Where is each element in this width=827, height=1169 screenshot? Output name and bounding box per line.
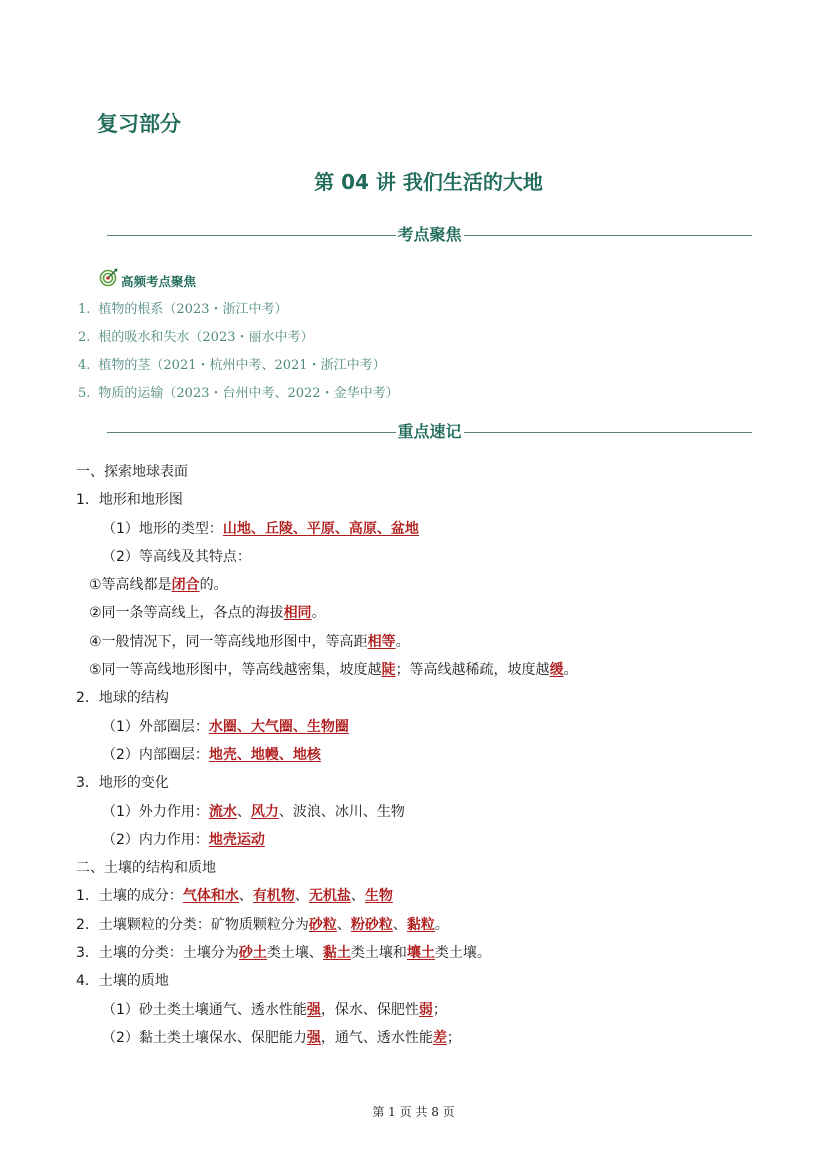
part-title: 二、土壤的结构和质地: [76, 860, 216, 877]
note-line: （1）外部圈层：水圈、大气圈、生物圈: [102, 718, 349, 735]
part-title: 一、探索地球表面: [76, 464, 188, 480]
note-line: （2）内部圈层：地壳、地幔、地核: [102, 746, 321, 763]
page-footer: 第 1 页 共 8 页: [372, 1105, 455, 1119]
note-line: 2．土壤颗粒的分类：矿物质颗粒分为砂粒、粉砂粒、黏粒。: [76, 916, 449, 933]
note-line: 3．土壤的分类：土壤分为砂土类土壤、黏土类土壤和壤土类土壤。: [76, 945, 491, 962]
focus-topic-list: [78, 300, 399, 412]
sub-title: 4．土壤的质地: [76, 973, 169, 990]
lecture-title: 第 04 讲 我们生活的大地: [314, 170, 543, 194]
list-item: 5. 物质的运输（2023・台州中考、2022・金华中考）: [78, 386, 399, 401]
focus-heading-text: 高频考点聚焦: [121, 274, 197, 289]
divider-label: 重点速记: [397, 422, 462, 441]
divider-label: 考点聚焦: [397, 225, 462, 244]
note-line: ④一般情况下，同一等高线地形图中，等高距相等。: [89, 633, 410, 650]
list-item: 1. 植物的根系（2023・浙江中考）: [78, 302, 288, 317]
list-item: 4. 植物的茎（2021・杭州中考、2021・浙江中考）: [78, 358, 386, 373]
sub-title: 1．地形和地形图: [76, 492, 183, 509]
sub-title: 2．地球的结构: [76, 690, 169, 707]
note-line: （2）等高线及其特点：: [102, 548, 251, 565]
note-line: 1．土壤的成分：气体和水、有机物、无机盐、生物: [76, 888, 393, 905]
notes-content: [76, 460, 776, 1054]
note-line: （1）地形的类型：山地、丘陵、平原、高原、盆地: [102, 520, 419, 537]
sub-title: 3．地形的变化: [76, 775, 169, 792]
section-heading: 复习部分: [97, 112, 181, 136]
focus-heading: [99, 268, 196, 290]
note-line: （2）黏土类土壤保水、保肥能力强，通气、透水性能差；: [102, 1029, 461, 1046]
note-line: （1）外力作用：流水、风力、波浪、冰川、生物: [102, 803, 405, 820]
target-icon: [99, 267, 119, 291]
note-line: （1）砂土类土壤通气、透水性能强，保水、保肥性弱；: [102, 1001, 447, 1018]
note-line: ①等高线都是闭合的。: [89, 577, 228, 594]
note-line: （2）内力作用：地壳运动: [102, 831, 265, 848]
divider-notes: [107, 421, 752, 445]
note-line: ②同一条等高线上，各点的海拔相同。: [89, 605, 326, 622]
list-item: 2. 根的吸水和失水（2023・丽水中考）: [78, 330, 314, 345]
note-line: ⑤同一等高线地形图中，等高线越密集，坡度越陡；等高线越稀疏，坡度越缓。: [89, 662, 578, 679]
divider-focus: [107, 224, 752, 248]
